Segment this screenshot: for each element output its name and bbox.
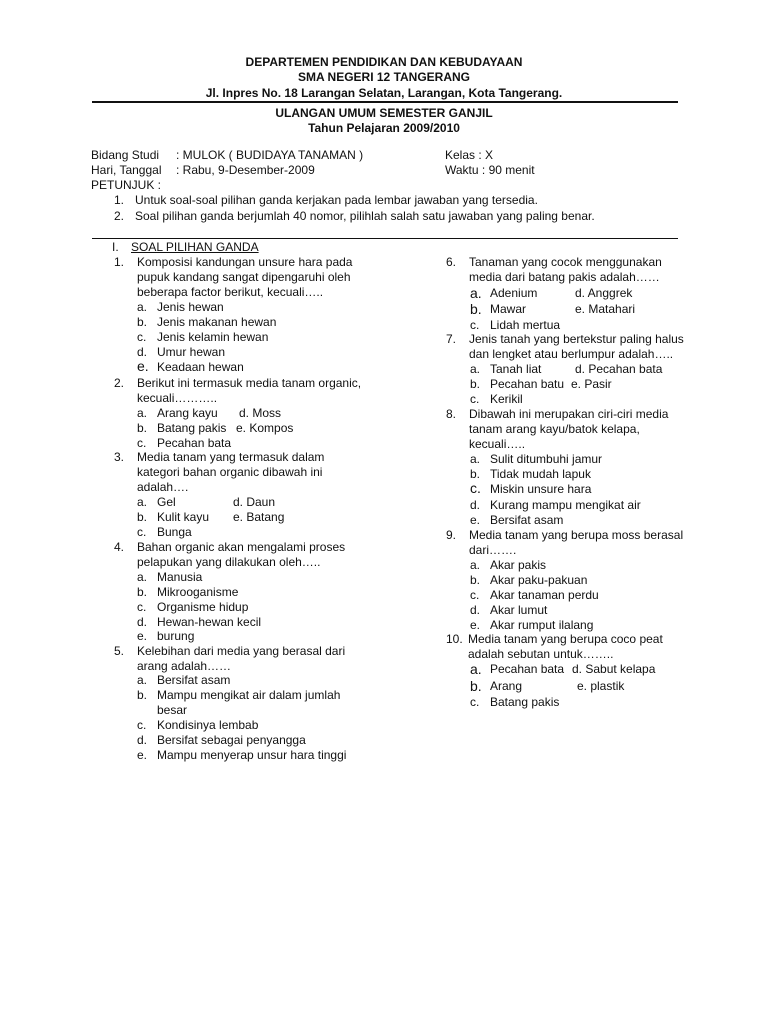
option-text: Pecahan bata: [490, 662, 565, 676]
option-letter: e.: [137, 629, 148, 643]
question-number: 10.: [446, 632, 463, 646]
question-text: Kelebihan dari media yang berasal dari arang adalah……: [137, 644, 346, 673]
option-text: Akar tanaman perdu: [490, 588, 599, 602]
option-text: burung: [157, 629, 195, 643]
option-text-e[interactable]: e. Pasir: [571, 377, 612, 391]
option-letter: c.: [470, 392, 480, 406]
option-text: Manusia: [157, 570, 203, 584]
option-letter: e.: [470, 513, 481, 527]
question-number: 2.: [114, 376, 125, 390]
option-text: Organisme hidup: [157, 600, 249, 614]
instructions-label: PETUNJUK :: [91, 178, 162, 192]
option-letter: a.: [137, 570, 148, 584]
option-text: Umur hewan: [157, 345, 226, 359]
question-text: Bahan organic akan mengalami proses pelapukan yang dilakukan oleh…..: [137, 540, 346, 569]
option-text: Gel: [157, 495, 176, 509]
option-letter: c.: [470, 588, 480, 602]
option-text: Miskin unsure hara: [490, 482, 592, 496]
option-text: Arang: [490, 679, 523, 693]
school-name: SMA NEGERI 12 TANGERANG: [297, 70, 471, 84]
option-text-d[interactable]: d. Moss: [239, 406, 282, 420]
instruction-number: 2.: [114, 209, 125, 223]
option-letter: a.: [470, 285, 482, 301]
option-letter: b.: [470, 467, 481, 481]
option-text: Jenis kelamin hewan: [157, 330, 269, 344]
option-text: Bersifat asam: [157, 673, 231, 687]
class-info: Kelas : X: [445, 148, 494, 162]
option-text: Pecahan bata: [157, 436, 232, 450]
option-letter: e.: [137, 748, 148, 762]
option-letter: a.: [137, 495, 148, 509]
question-text: Tanaman yang cocok menggunakan media dari batang pakis adalah……: [469, 255, 662, 284]
option-text: Bersifat asam: [490, 513, 564, 527]
department-title: DEPARTEMEN PENDIDIKAN DAN KEBUDAYAAN: [245, 55, 523, 69]
question-text: Dibawah ini merupakan ciri-ciri media tanam arang kayu/batok kelapa, kecuali…..: [469, 407, 669, 451]
option-letter: d.: [470, 498, 481, 512]
option-letter: c.: [137, 330, 147, 344]
time-info: Waktu : 90 menit: [445, 163, 535, 177]
option-text: Kerikil: [490, 392, 523, 406]
option-letter: a.: [137, 406, 148, 420]
option-text: Kondisinya lembab: [157, 718, 259, 732]
subject-label: Bidang Studi: [91, 148, 160, 162]
option-text: Akar paku-pakuan: [490, 573, 588, 587]
option-letter: b.: [470, 678, 482, 694]
option-text: Batang pakis: [157, 421, 227, 435]
question-number: 9.: [446, 528, 457, 542]
academic-year: Tahun Pelajaran 2009/2010: [308, 121, 460, 135]
option-text: Arang kayu: [157, 406, 218, 420]
option-text-d[interactable]: d. Anggrek: [575, 286, 633, 300]
instruction-item: Untuk soal-soal pilihan ganda kerjakan pada lembar jawaban yang tersedia.: [135, 193, 538, 207]
option-text-d[interactable]: d. Pecahan bata: [575, 362, 663, 376]
day-value: : Rabu, 9-Desember-2009: [176, 163, 315, 177]
subject-value: : MULOK ( BUDIDAYA TANAMAN ): [176, 148, 364, 162]
option-text: Adenium: [490, 286, 538, 300]
option-text: Tanah liat: [490, 362, 542, 376]
option-text: Hewan-hewan kecil: [157, 615, 262, 629]
option-text-e[interactable]: e. Batang: [233, 510, 285, 524]
option-letter: b.: [470, 301, 482, 317]
question-number: 3.: [114, 450, 125, 464]
section-title: SOAL PILIHAN GANDA: [131, 240, 259, 254]
header-divider: [92, 101, 678, 103]
option-letter: b.: [470, 377, 481, 391]
school-address: Jl. Inpres No. 18 Larangan Selatan, Larangan, Kota Tangerang.: [205, 86, 563, 100]
option-letter: c.: [470, 695, 480, 709]
option-letter: b.: [470, 573, 481, 587]
option-text: Lidah mertua: [490, 318, 561, 332]
option-text-d[interactable]: d. Daun: [233, 495, 276, 509]
option-text: Akar rumput ilalang: [490, 618, 594, 632]
option-text: Mikrooganisme: [157, 585, 239, 599]
instruction-number: 1.: [114, 193, 125, 207]
day-label: Hari, Tanggal: [91, 163, 162, 177]
option-text: Keadaan hewan: [157, 360, 244, 374]
option-letter: c.: [137, 600, 147, 614]
option-letter: d.: [137, 345, 148, 359]
option-letter: a.: [470, 452, 481, 466]
question-number: 7.: [446, 332, 457, 346]
question-number: 8.: [446, 407, 457, 421]
option-text: Akar lumut: [490, 603, 548, 617]
option-text: Batang pakis: [490, 695, 560, 709]
option-text: Sulit ditumbuhi jamur: [490, 452, 603, 466]
question-number: 4.: [114, 540, 125, 554]
option-letter: d.: [470, 603, 481, 617]
option-letter: d.: [137, 615, 148, 629]
option-letter: c.: [137, 525, 147, 539]
option-letter: c.: [470, 480, 481, 496]
option-letter: a.: [470, 558, 481, 572]
option-letter: e.: [137, 358, 149, 374]
option-text: Tidak mudah lapuk: [490, 467, 591, 481]
option-text: Mawar: [490, 302, 527, 316]
option-text: Kurang mampu mengikat air: [490, 498, 641, 512]
option-text: Jenis hewan: [157, 300, 224, 314]
option-text: Bersifat sebagai penyangga: [157, 733, 306, 747]
option-letter: e.: [470, 618, 481, 632]
option-text: Bunga: [157, 525, 192, 539]
option-letter: b.: [137, 585, 148, 599]
exam-title: ULANGAN UMUM SEMESTER GANJIL: [275, 106, 493, 120]
section-number: I.: [112, 240, 119, 254]
option-letter: c.: [470, 318, 480, 332]
question-number: 1.: [114, 255, 125, 269]
option-letter: d.: [137, 733, 148, 747]
option-text-e[interactable]: e. plastik: [577, 679, 625, 693]
option-text-d[interactable]: d. Sabut kelapa: [572, 662, 656, 676]
option-letter: b.: [137, 510, 148, 524]
option-text: Mampu menyerap unsur hara tinggi: [157, 748, 347, 762]
option-letter: b.: [137, 688, 148, 702]
instruction-item: Soal pilihan ganda berjumlah 40 nomor, pilihlah salah satu jawaban yang paling benar.: [135, 209, 595, 223]
option-text-e[interactable]: e. Kompos: [236, 421, 294, 435]
option-letter: a.: [137, 673, 148, 687]
question-text: Media tanam yang berupa coco peat adalah sebutan untuk……..: [468, 632, 663, 661]
section-divider: [92, 238, 678, 239]
question-number: 6.: [446, 255, 457, 269]
option-letter: b.: [137, 315, 148, 329]
option-letter: b.: [137, 421, 148, 435]
question-text: Media tanam yang termasuk dalam kategori bahan organic dibawah ini adalah….: [137, 450, 325, 494]
question-number: 5.: [114, 644, 125, 658]
question-text: Berikut ini termasuk media tanam organic, kecuali………..: [137, 376, 362, 405]
option-text-e[interactable]: e. Matahari: [575, 302, 636, 316]
question-text: Jenis tanah yang bertekstur paling halus dan lengket atau berlumpur adalah…..: [469, 332, 684, 361]
option-text: Jenis makanan hewan: [157, 315, 277, 329]
option-text: Akar pakis: [490, 558, 547, 572]
option-text: Kulit kayu: [157, 510, 210, 524]
option-letter: a.: [470, 362, 481, 376]
option-letter: c.: [137, 436, 147, 450]
option-text: Mampu mengikat air dalam jumlah besar: [157, 688, 341, 717]
option-letter: a.: [470, 661, 482, 677]
option-text: Pecahan batu: [490, 377, 565, 391]
option-letter: a.: [137, 300, 148, 314]
option-letter: c.: [137, 718, 147, 732]
question-text: Media tanam yang berupa moss berasal dari…….: [469, 528, 684, 557]
question-text: Komposisi kandungan unsure hara pada pupuk kandang sangat dipengaruhi oleh beberapa factor berikut, kecuali…..: [137, 255, 353, 299]
